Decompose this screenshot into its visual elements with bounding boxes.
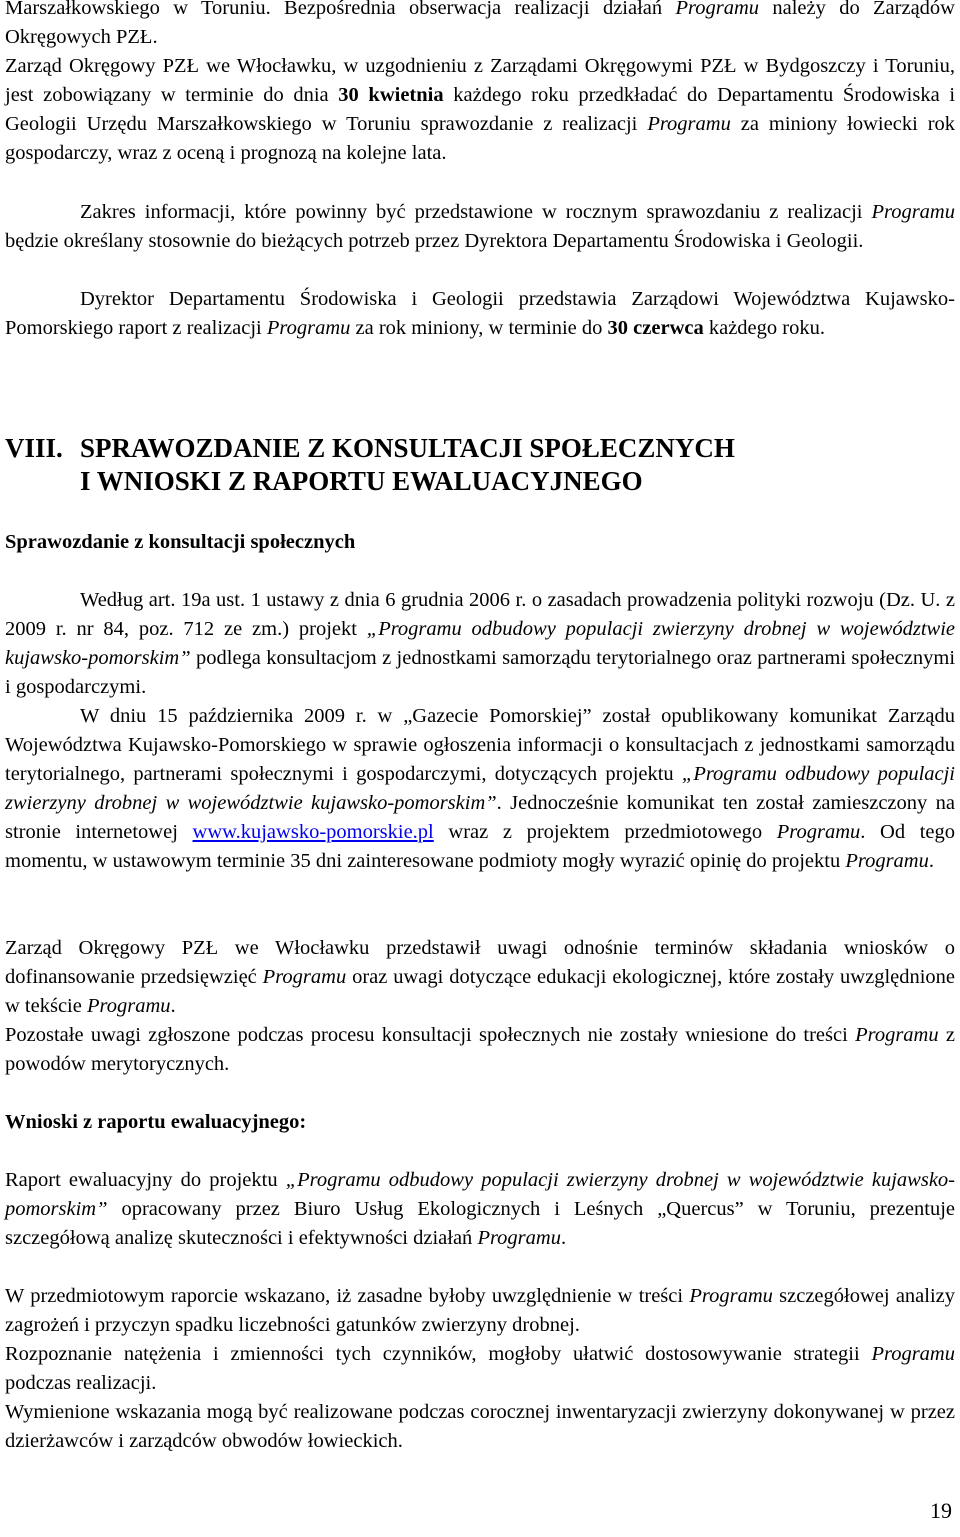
paragraph: Wymienione wskazania mogą być realizowane podczas corocznej inwentaryzacji zwierzyny dokonywanej w przez dzierżawców i zarządców obwodów łowieckich. — [5, 1401, 955, 1452]
section-number: VIII. — [5, 433, 63, 463]
paragraph: Rozpoznanie natężenia i zmienności tych czynników, mogłoby ułatwić dostosowywanie strategii Programu podczas realizacji. — [5, 1343, 955, 1394]
subsection-heading: Wnioski z raportu ewaluacyjnego: — [5, 1111, 307, 1133]
paragraph: Raport ewaluacyjny do projektu „Programu odbudowy populacji zwierzyny drobnej w województwie kujawsko-pomorskim” opracowany przez Biuro Usług Ekologicznych i Leśnych „Quercus” w Toruniu, prezentuje szczegółową analizę skuteczności i efektywności działań Programu. — [5, 1169, 956, 1249]
paragraph: W dniu 15 października 2009 r. w „Gazecie Pomorskiej” został opublikowany komunikat Zarządu Województwa Kujawsko-Pomorskiego w sprawie ogłoszenia informacji o konsultacjach z jednostkami samorządu terytorialnego, partnerami społecznymi i gospodarczymi, dotyczących projektu „Programu odbudowy populacji zwierzyny drobnej w województwie kujawsko-pomorskim”. Jednocześnie komunikat ten został zamieszczony na stronie internetowej www.kujawsko-pomorskie.pl wraz z projektem przedmiotowego Programu. Od tego momentu, w ustawowym terminie 35 dni zainteresowane podmioty mogły wyrazić opinię do projektu Programu. — [5, 705, 956, 872]
paragraph: Zarząd Okręgowy PZŁ we Włocławku, w uzgodnieniu z Zarządami Okręgowymi PZŁ w Bydgoszczy i Toruniu, jest zobowiązany w terminie do dnia 30 kwietnia każdego roku przedkładać do Departamentu Środowiska i Geologii Urzędu Marszałkowskiego w Toruniu sprawozdanie z realizacji Programu za miniony łowiecki rok gospodarczy, wraz z oceną i prognozą na kolejne lata. — [5, 55, 956, 164]
paragraph: Według art. 19a ust. 1 ustawy z dnia 6 grudnia 2006 r. o zasadach prowadzenia polityki rozwoju (Dz. U. z 2009 r. nr 84, poz. 712 ze zm.) projekt „Programu odbudowy populacji zwierzyny drobnej w województwie kujawsko-pomorskim” podlega konsultacjom z jednostkami samorządu terytorialnego oraz partnerami społecznymi i gospodarczymi. — [5, 589, 956, 698]
paragraph: Pozostałe uwagi zgłoszone podczas procesu konsultacji społecznych nie zostały wniesione do treści Programu z powodów merytorycznych. — [5, 1024, 956, 1075]
page-number: 19 — [930, 1498, 952, 1523]
section-title-line1: SPRAWOZDANIE Z KONSULTACJI SPOŁECZNYCH — [80, 433, 735, 463]
website-link[interactable]: www.kujawsko-pomorskie.pl — [192, 821, 434, 843]
paragraph: Zakres informacji, które powinny być przedstawione w rocznym sprawozdaniu z realizacji Programu będzie określany stosownie do bieżących potrzeb przez Dyrektora Departamentu Środowiska i Geologii. — [5, 201, 955, 252]
section-title-line2: I WNIOSKI Z RAPORTU EWALUACYJNEGO — [80, 466, 643, 496]
paragraph: W przedmiotowym raporcie wskazano, iż zasadne byłoby uwzględnienie w treści Programu szczegółowej analizy zagrożeń i przyczyn spadku liczebności gatunków zwierzyny drobnej. — [5, 1285, 956, 1336]
paragraph: Dyrektor Departamentu Środowiska i Geologii przedstawia Zarządowi Województwa Kujawsko-Pomorskiego raport z realizacji Programu za rok miniony, w terminie do 30 czerwca każdego roku. — [5, 288, 955, 339]
section-title — [5, 432, 955, 498]
paragraph: Marszałkowskiego w Toruniu. Bezpośrednia obserwacja realizacji działań Programu należy do Zarządów Okręgowych PZŁ. — [5, 0, 955, 48]
subsection-heading: Sprawozdanie z konsultacji społecznych — [5, 531, 356, 553]
paragraph: Zarząd Okręgowy PZŁ we Włocławku przedstawił uwagi odnośnie terminów składania wniosków o dofinansowanie przedsięwzięć Programu oraz uwagi dotyczące edukacji ekologicznej, które zostały uwzględnione w tekście Programu. — [5, 937, 956, 1017]
